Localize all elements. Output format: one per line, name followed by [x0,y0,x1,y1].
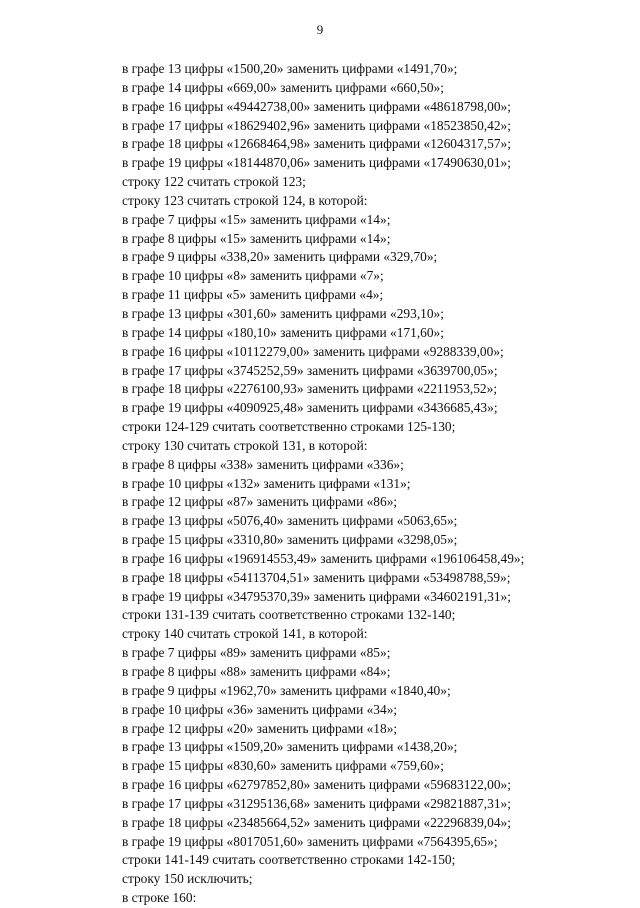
text-line: в графе 7 цифры «15» заменить цифрами «14»; [122,211,391,227]
text-line: в графе 14 цифры «180,10» заменить цифрами «171,60»; [122,324,444,340]
text-line: в графе 17 цифры «3745252,59» заменить цифрами «3639700,05»; [122,362,498,378]
text-line: в графе 18 цифры «12668464,98» заменить цифрами «12604317,57»; [122,136,511,152]
text-line: строки 124-129 считать соответственно строками 125-130; [122,419,456,435]
text-line: строку 150 исключить; [122,871,253,887]
text-line: в графе 16 цифры «10112279,00» заменить цифрами «9288339,00»; [122,343,504,359]
text-line: строки 131-139 считать соответственно строками 132-140; [122,607,456,623]
text-line: в графе 13 цифры «301,60» заменить цифрами «293,10»; [122,305,444,321]
text-line: строку 123 считать строкой 124, в которой: [122,192,368,208]
text-line: в графе 9 цифры «1962,70» заменить цифрами «1840,40»; [122,682,451,698]
text-line: в графе 14 цифры «669,00» заменить цифрами «660,50»; [122,79,444,95]
text-line: в графе 17 цифры «18629402,96» заменить цифрами «18523850,42»; [122,117,511,133]
text-line: в графе 13 цифры «1509,20» заменить цифрами «1438,20»; [122,739,458,755]
text-line: в графе 17 цифры «31295136,68» заменить цифрами «29821887,31»; [122,795,511,811]
text-line: в графе 7 цифры «89» заменить цифрами «85»; [122,645,391,661]
text-line: в графе 10 цифры «132» заменить цифрами «131»; [122,475,411,491]
text-line: строку 122 считать строкой 123; [122,174,306,190]
text-line: в графе 8 цифры «338» заменить цифрами «336»; [122,456,404,472]
text-line: в графе 8 цифры «15» заменить цифрами «14»; [122,230,391,246]
text-line: в графе 18 цифры «54113704,51» заменить цифрами «53498788,59»; [122,569,511,585]
text-line: в графе 19 цифры «8017051,60» заменить цифрами «7564395,65»; [122,833,498,849]
document-body [122,60,632,908]
text-line: в графе 19 цифры «18144870,06» заменить цифрами «17490630,01»; [122,155,511,171]
text-line: строку 130 считать строкой 131, в которой: [122,437,368,453]
text-line: в строке 160: [122,890,197,906]
text-line: в графе 15 цифры «830,60» заменить цифрами «759,60»; [122,758,444,774]
text-line: в графе 13 цифры «5076,40» заменить цифрами «5063,65»; [122,513,458,529]
text-line: в графе 16 цифры «62797852,80» заменить цифрами «59683122,00»; [122,777,511,793]
text-line: в графе 19 цифры «34795370,39» заменить цифрами «34602191,31»; [122,588,511,604]
text-line: в графе 10 цифры «8» заменить цифрами «7»; [122,268,384,284]
text-line: в графе 13 цифры «1500,20» заменить цифрами «1491,70»; [122,61,458,76]
page-number: 9 [316,22,324,37]
text-line: в графе 18 цифры «2276100,93» заменить цифрами «2211953,52»; [122,381,498,397]
text-line: строку 140 считать строкой 141, в которой: [122,626,368,642]
text-line: в графе 8 цифры «88» заменить цифрами «84»; [122,664,391,679]
text-line: строки 141-149 считать соответственно строками 142-150; [122,852,456,868]
text-line: в графе 15 цифры «3310,80» заменить цифрами «3298,05»; [122,532,458,548]
text-line: в графе 16 цифры «49442738,00» заменить цифрами «48618798,00»; [122,98,511,114]
text-line: в графе 18 цифры «23485664,52» заменить цифрами «22296839,04»; [122,814,511,830]
text-line: в графе 16 цифры «196914553,49» заменить цифрами «196106458,49»; [122,550,525,566]
text-line: в графе 19 цифры «4090925,48» заменить цифрами «3436685,43»; [122,400,498,416]
text-line: в графе 12 цифры «87» заменить цифрами «86»; [122,494,398,510]
text-line: в графе 11 цифры «5» заменить цифрами «4»; [122,287,384,303]
text-line: в графе 10 цифры «36» заменить цифрами «34»; [122,701,398,717]
text-line: в графе 9 цифры «338,20» заменить цифрами «329,70»; [122,249,438,265]
text-line: в графе 12 цифры «20» заменить цифрами «18»; [122,720,398,736]
